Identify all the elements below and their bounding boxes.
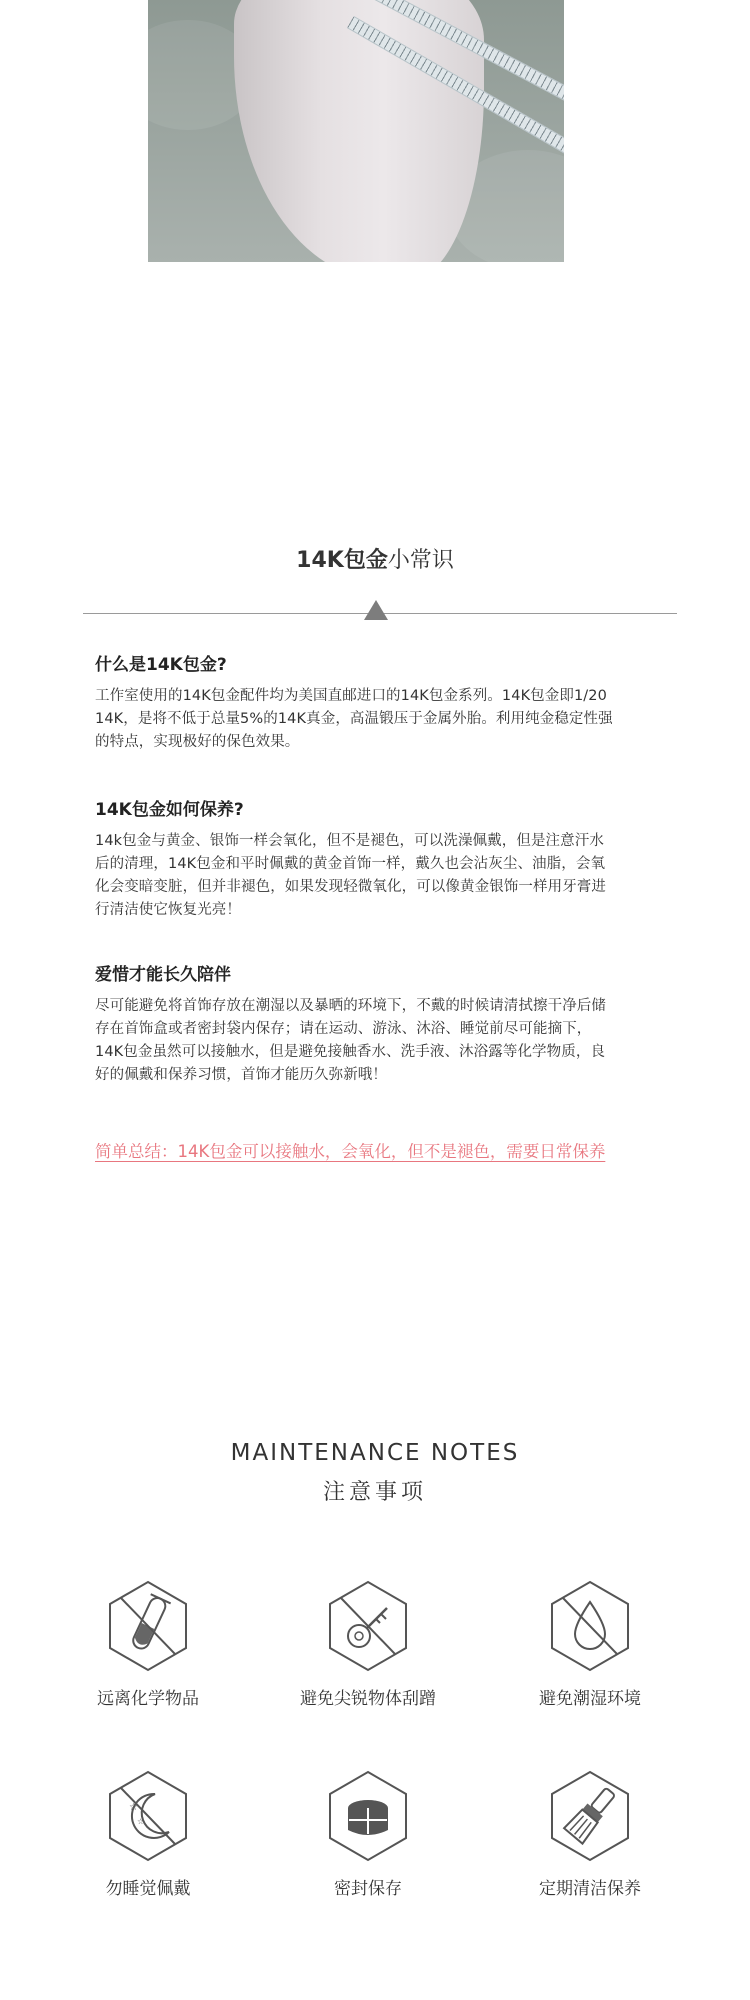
notes-title-cn: 注意事项 xyxy=(322,1480,427,1505)
section-heading: 什么是14K包金? xyxy=(95,655,227,675)
section-body xyxy=(95,685,655,754)
section-care xyxy=(95,960,655,1087)
section-how-to-maintain xyxy=(95,795,655,922)
svg-text:☆: ☆ xyxy=(137,1817,145,1826)
note-label: 远离化学物品 xyxy=(97,1689,199,1709)
body-line: 好的佩戴和保养习惯，首饰才能历久弥新哦！ xyxy=(95,1067,387,1083)
note-label: 避免潮湿环境 xyxy=(539,1689,641,1709)
body-line: 的特点，实现极好的保色效果。 xyxy=(95,734,300,750)
body-line: 14K，是将不低于总量5%的14K真金，高温锻压于金属外胎。利用纯金稳定性强 xyxy=(95,711,613,727)
section-heading: 14K包金如何保养? xyxy=(95,800,244,820)
note-item-sharp xyxy=(268,1578,468,1709)
knowledge-title-bold: 14K包金 xyxy=(296,548,388,573)
knowledge-title xyxy=(0,543,750,574)
note-item-moisture xyxy=(490,1578,690,1709)
note-label: 勿睡觉佩戴 xyxy=(105,1879,191,1899)
section-body xyxy=(95,830,655,922)
note-item-sleep xyxy=(48,1768,248,1899)
cleaning-brush-icon xyxy=(545,1768,635,1864)
section-heading: 爱惜才能长久陪伴 xyxy=(95,965,231,985)
water-drop-icon xyxy=(545,1578,635,1674)
note-item-chemicals xyxy=(48,1578,248,1709)
body-line: 行清洁使它恢复光亮！ xyxy=(95,902,241,918)
note-label: 密封保存 xyxy=(334,1879,402,1899)
note-label: 定期清洁保养 xyxy=(539,1879,641,1899)
chemical-tube-icon xyxy=(103,1578,193,1674)
ankle-image xyxy=(234,0,484,262)
sharp-key-icon xyxy=(323,1578,413,1674)
svg-text:☆: ☆ xyxy=(129,1802,138,1813)
body-line: 尽可能避免将首饰存放在潮湿以及暴晒的环境下，不戴的时候请清拭擦干净后储 xyxy=(95,998,606,1014)
sealed-box-icon xyxy=(323,1768,413,1864)
triangle-marker-icon xyxy=(364,600,388,620)
summary-text: 简单总结：14K包金可以接触水，会氧化，但不是褪色，需要日常保养 xyxy=(95,1142,606,1161)
body-line: 存在首饰盒或者密封袋内保存；请在运动、游泳、沐浴、睡觉前尽可能摘下， xyxy=(95,1021,592,1037)
notes-title-en: MAINTENANCE NOTES xyxy=(230,1440,520,1466)
body-line: 14K包金虽然可以接触水，但是避免接触香水、洗手液、沐浴露等化学物质，良 xyxy=(95,1044,606,1060)
knowledge-title-rest: 小常识 xyxy=(387,548,454,573)
note-label: 避免尖锐物体刮蹭 xyxy=(300,1689,436,1709)
note-item-sealed xyxy=(268,1768,468,1899)
body-line: 化会变暗变脏，但并非褪色，如果发现轻微氧化，可以像黄金银饰一样用牙膏进 xyxy=(95,879,606,895)
section-body xyxy=(95,995,655,1087)
body-line: 工作室使用的14K包金配件均为美国直邮进口的14K包金系列。14K包金即1/20 xyxy=(95,688,607,704)
body-line: 后的清理，14K包金和平时佩戴的黄金首饰一样，戴久也会沾灰尘、油脂，会氧 xyxy=(95,856,606,872)
section-what-is xyxy=(95,650,655,754)
note-item-cleaning xyxy=(490,1768,690,1899)
body-line: 14k包金与黄金、银饰一样会氧化，但不是褪色，可以洗澡佩戴，但是注意汗水 xyxy=(95,833,604,849)
product-photo xyxy=(148,0,564,262)
moon-stars-icon xyxy=(103,1768,193,1864)
